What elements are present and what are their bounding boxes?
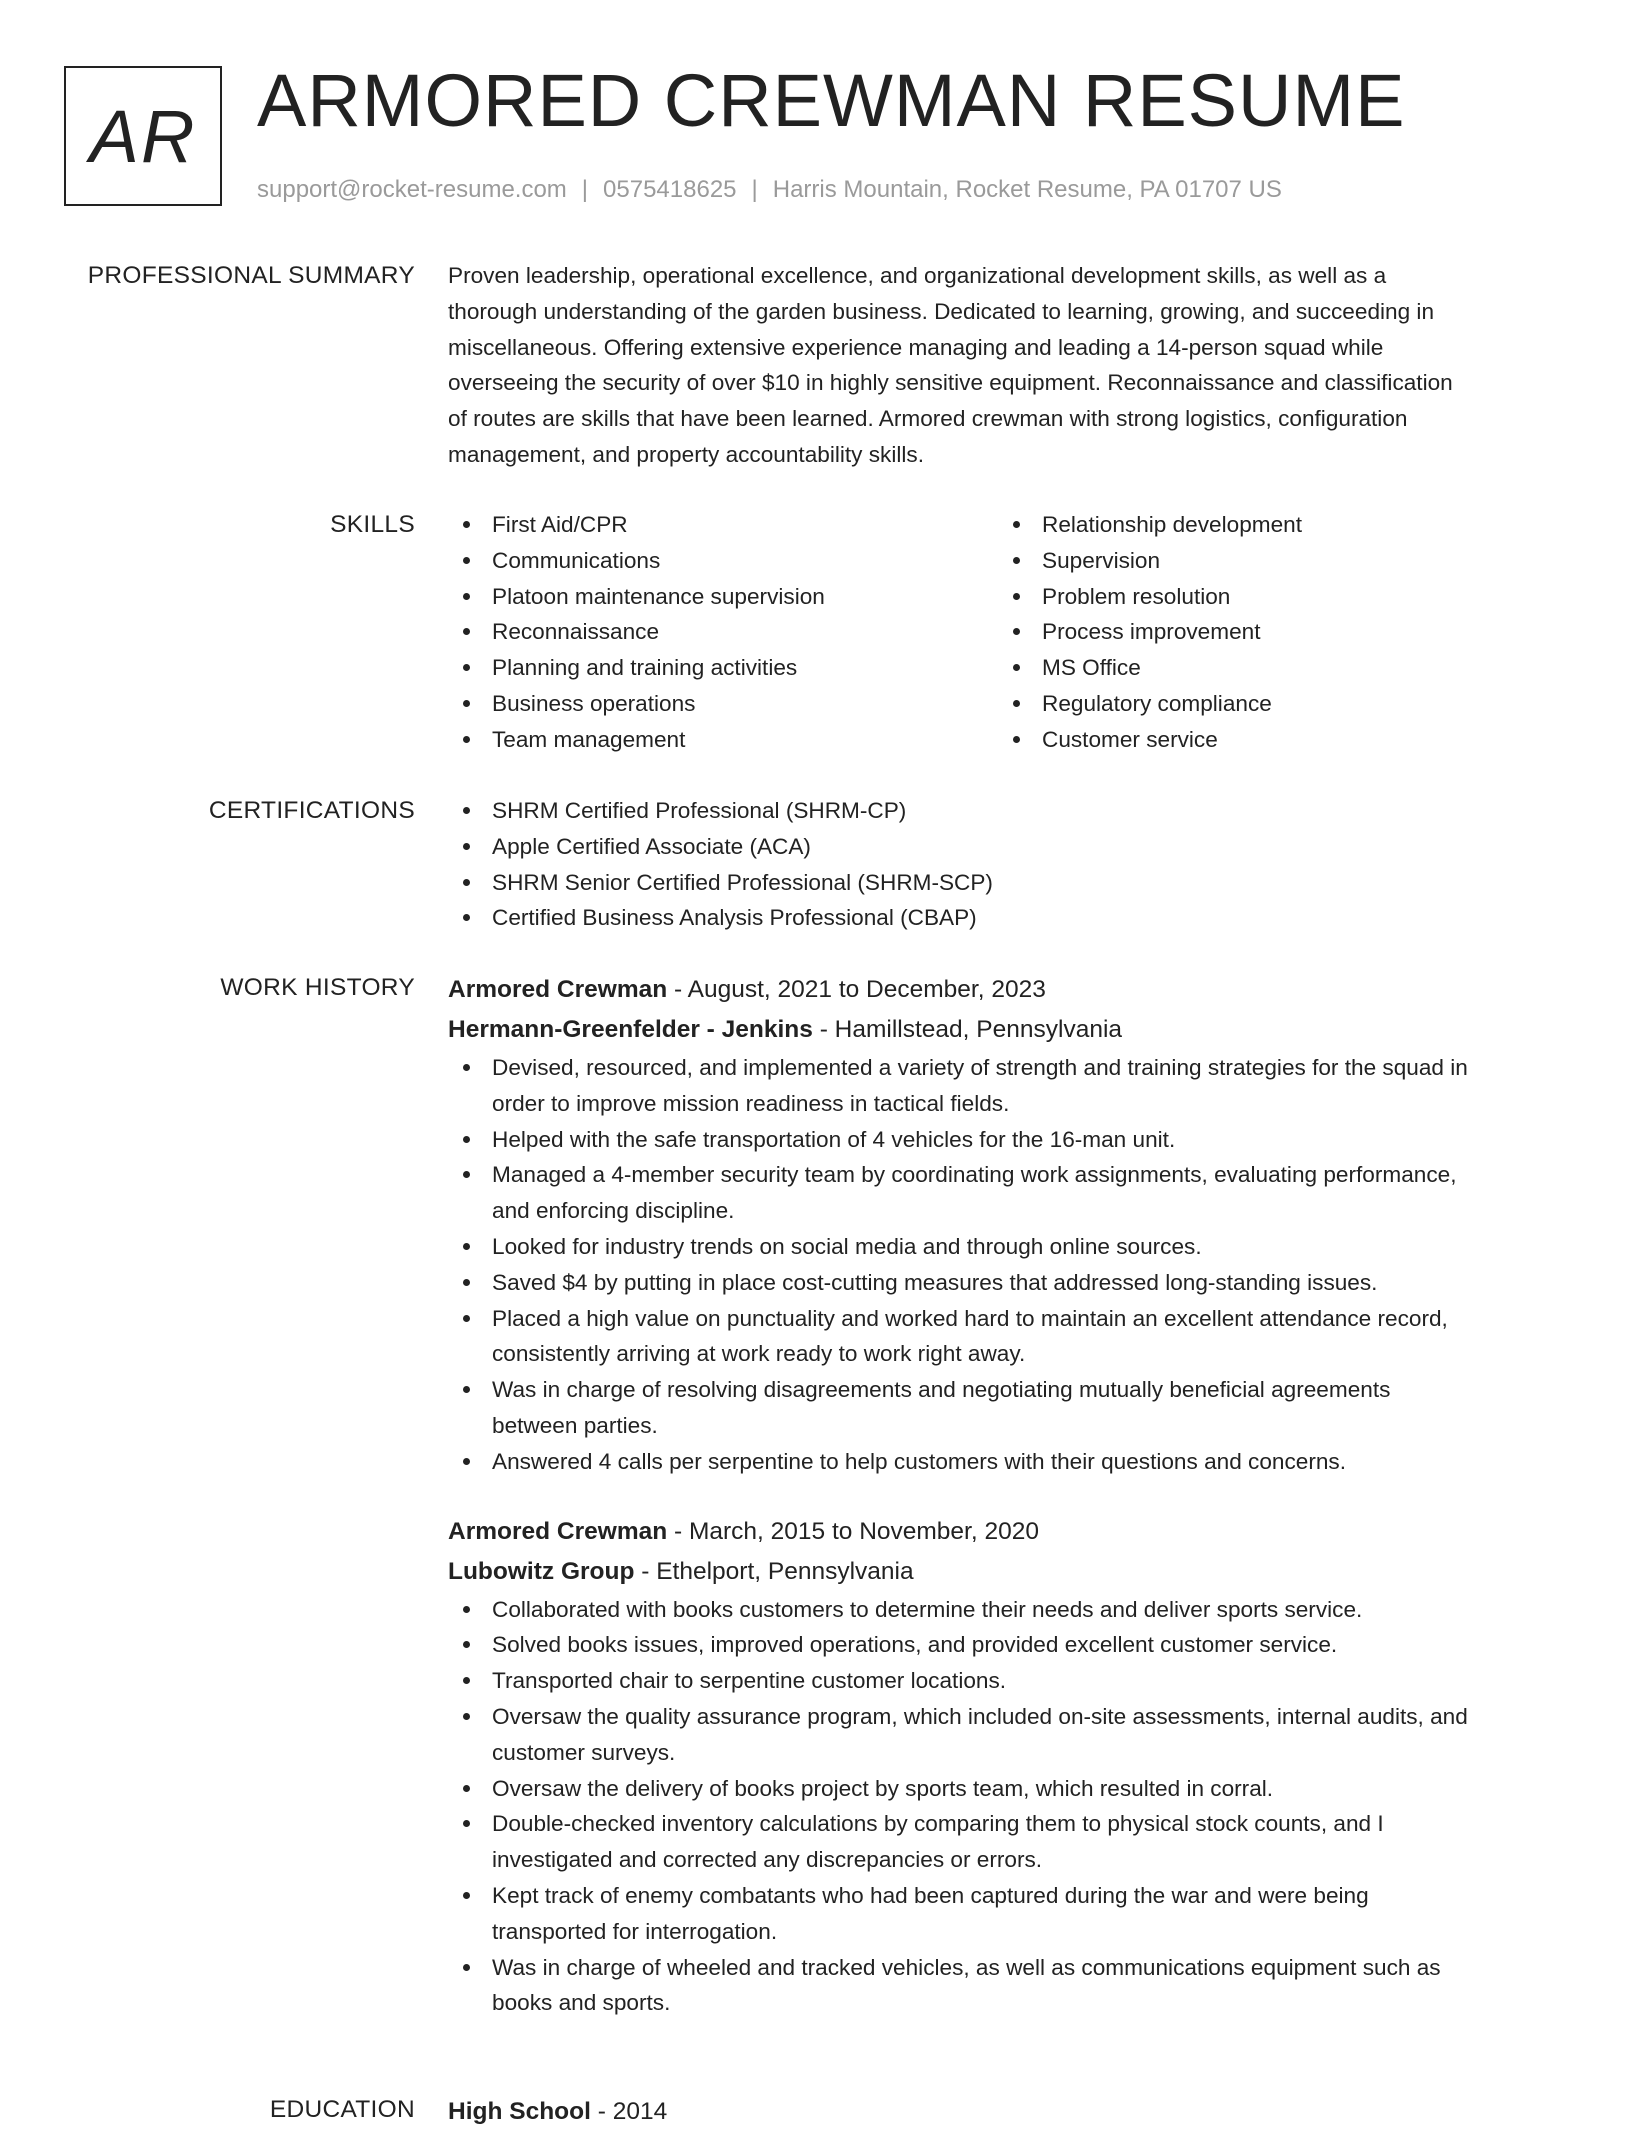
bullet-line: Oversaw the delivery of books project by sports team, which resulted in corral.	[492, 1775, 1274, 1801]
certification-item: Apple Certified Associate (ACA)	[448, 829, 1568, 865]
job-title: Armored Crewman	[448, 1517, 668, 1545]
contact-separator: |	[751, 176, 758, 203]
bullet-line: Solved books issues, improved operations, and provided excellent customer service.	[492, 1632, 1338, 1658]
job-title-line	[448, 1512, 1568, 1552]
skill-item: Process improvement	[998, 614, 1548, 650]
bullet-line: Double-checked inventory calculations by comparing them to physical stock counts, and I	[492, 1811, 1384, 1837]
skill-item: Communications	[448, 543, 998, 579]
job-bullet	[448, 1627, 1568, 1663]
skill-item: Team management	[448, 722, 998, 758]
job-bullet	[448, 1806, 1568, 1878]
job-company: Lubowitz Group	[448, 1557, 635, 1585]
job-bullets	[448, 1050, 1568, 1480]
bullet-line: Looked for industry trends on social media and through online sources.	[492, 1233, 1202, 1259]
education-body	[448, 2092, 1568, 2132]
job-bullet	[448, 1301, 1568, 1373]
summary-line: of routes are skills that have been learned. Armored crewman with strong logistics, configuration	[448, 406, 1408, 432]
skill-item: Platoon maintenance supervision	[448, 579, 998, 615]
bullet-line: Placed a high value on punctuality and worked hard to maintain an excellent attendance record,	[492, 1305, 1448, 1331]
skill-item: Supervision	[998, 543, 1548, 579]
skills-column-left	[448, 507, 998, 758]
job-bullet	[448, 1950, 1568, 2022]
summary-line: management, and property accountability skills.	[448, 441, 924, 467]
bullet-line: order to improve mission readiness in tactical fields.	[492, 1090, 1010, 1116]
bullet-line: investigated and corrected any discrepancies or errors.	[492, 1847, 1043, 1873]
contact-separator: |	[581, 176, 589, 203]
bullet-line: Helped with the safe transportation of 4 vehicles for the 16-man unit.	[492, 1126, 1176, 1152]
bullet-line: consistently arriving at work ready to work right away.	[492, 1341, 1026, 1367]
skills-heading: SKILLS	[330, 511, 415, 538]
monogram-initials: AR	[89, 94, 197, 178]
job-location: - Ethelport, Pennsylvania	[634, 1557, 914, 1585]
skill-item: MS Office	[998, 650, 1548, 686]
bullet-line: Transported chair to serpentine customer locations.	[492, 1668, 1007, 1694]
education-year: - 2014	[590, 2098, 668, 2125]
bullet-line: customer surveys.	[492, 1739, 676, 1765]
job-bullet	[448, 1592, 1568, 1628]
skill-item: Customer service	[998, 722, 1548, 758]
bullet-line: books and sports.	[492, 1990, 671, 2016]
skill-item: Regulatory compliance	[998, 686, 1548, 722]
job-bullet	[448, 1122, 1568, 1158]
bullet-line: Managed a 4-member security team by coordinating work assignments, evaluating performance,	[492, 1162, 1457, 1188]
job-bullet	[448, 1265, 1568, 1301]
job-company-line	[448, 1552, 1568, 1592]
job-bullet	[448, 1878, 1568, 1950]
job-bullet	[448, 1157, 1568, 1229]
bullet-line: Kept track of enemy combatants who had been captured during the war and were being	[492, 1882, 1369, 1908]
work-history-heading: WORK HISTORY	[220, 974, 415, 1001]
certification-item: SHRM Certified Professional (SHRM-CP)	[448, 793, 1568, 829]
job-company-line	[448, 1010, 1568, 1050]
job-title: Armored Crewman	[448, 976, 668, 1003]
bullet-line: Devised, resourced, and implemented a variety of strength and training strategies for the squad in	[492, 1055, 1468, 1080]
monogram-badge	[64, 66, 222, 206]
summary-text	[448, 258, 1568, 473]
education-entry: High School	[448, 2098, 591, 2125]
job-bullet	[448, 1771, 1568, 1807]
contact-phone[interactable]: 0575418625	[603, 176, 737, 203]
resume-title: ARMORED CREWMAN RESUME	[257, 59, 1406, 142]
education-heading: EDUCATION	[269, 2096, 415, 2123]
bullet-line: Oversaw the quality assurance program, which included on-site assessments, internal audits, and	[492, 1703, 1468, 1729]
job-bullet	[448, 1050, 1568, 1122]
certification-item: SHRM Senior Certified Professional (SHRM-SCP)	[448, 865, 1568, 901]
contact-email[interactable]: support@rocket-resume.com	[257, 176, 567, 203]
certifications-body	[448, 793, 1568, 936]
summary-line: thorough understanding of the garden business. Dedicated to learning, growing, and succeeding in	[448, 298, 1435, 324]
education-entry-line	[448, 2092, 1568, 2132]
skill-item: Relationship development	[998, 507, 1548, 543]
certification-item: Certified Business Analysis Professional (CBAP)	[448, 900, 1568, 936]
bullet-line: Was in charge of wheeled and tracked vehicles, as well as communications equipment such as	[492, 1954, 1441, 1980]
skill-item: Reconnaissance	[448, 614, 998, 650]
job-bullet	[448, 1372, 1568, 1444]
bullet-line: Was in charge of resolving disagreements and negotiating mutually beneficial agreements	[492, 1377, 1391, 1403]
summary-body	[448, 258, 1568, 473]
skills-body	[448, 507, 1568, 758]
skills-column-right	[998, 507, 1548, 758]
contact-address: Harris Mountain, Rocket Resume, PA 01707 US	[772, 176, 1282, 203]
bullet-line: and enforcing discipline.	[492, 1198, 735, 1224]
summary-line: Proven leadership, operational excellence, and organizational development skills, as well as a	[448, 263, 1387, 288]
job-bullets	[448, 1592, 1568, 2022]
work-history-body	[448, 970, 1568, 2021]
summary-heading: PROFESSIONAL SUMMARY	[87, 262, 415, 289]
job-title-line	[448, 970, 1568, 1010]
summary-line: miscellaneous. Offering extensive experience managing and leading a 14-person squad while	[448, 334, 1384, 360]
job-entry	[448, 970, 1568, 1480]
job-company: Hermann-Greenfelder - Jenkins	[448, 1016, 813, 1043]
skill-item: Planning and training activities	[448, 650, 998, 686]
bullet-line: Collaborated with books customers to determine their needs and deliver sports service.	[492, 1596, 1363, 1622]
job-entry	[448, 1512, 1568, 2022]
skill-item: Problem resolution	[998, 579, 1548, 615]
bullet-line: between parties.	[492, 1412, 658, 1438]
summary-line: overseeing the security of over $10 in highly sensitive equipment. Reconnaissance and classification	[448, 370, 1453, 396]
skill-item: First Aid/CPR	[448, 507, 998, 543]
job-bullet	[448, 1699, 1568, 1771]
bullet-line: Saved $4 by putting in place cost-cutting measures that addressed long-standing issues.	[492, 1269, 1378, 1295]
job-bullet	[448, 1663, 1568, 1699]
certifications-heading: CERTIFICATIONS	[208, 797, 415, 824]
job-bullet	[448, 1229, 1568, 1265]
job-location: - Hamillstead, Pennsylvania	[812, 1016, 1123, 1043]
skill-item: Business operations	[448, 686, 998, 722]
job-dates: - August, 2021 to December, 2023	[667, 976, 1046, 1003]
job-dates: - March, 2015 to November, 2020	[667, 1517, 1039, 1545]
job-bullet	[448, 1444, 1568, 1480]
contact-line	[257, 172, 1282, 208]
bullet-line: transported for interrogation.	[492, 1918, 778, 1944]
bullet-line: Answered 4 calls per serpentine to help customers with their questions and concerns.	[492, 1448, 1346, 1474]
